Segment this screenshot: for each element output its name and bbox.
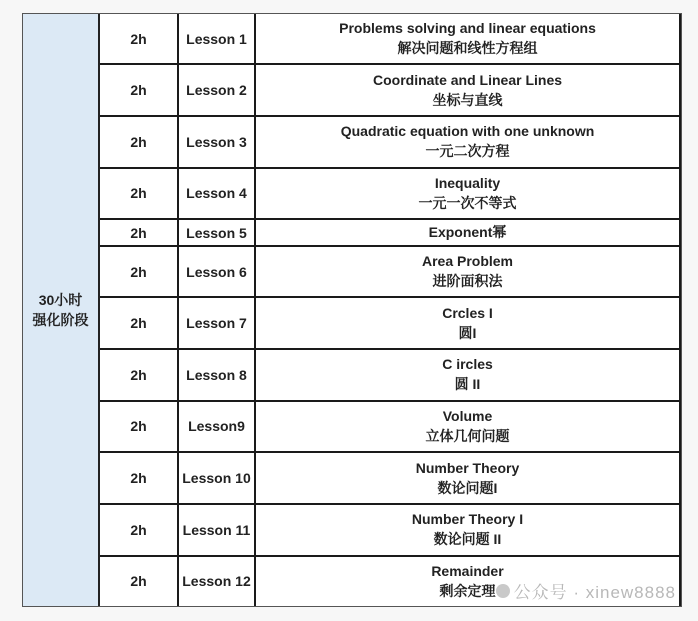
topic-english: Exponent幂 xyxy=(428,224,507,241)
topic-chinese: 数论问题 II xyxy=(433,531,502,548)
hours-cell: 2h xyxy=(100,116,178,168)
hours-cell: 2h xyxy=(100,246,178,298)
topic-english: Remainder xyxy=(431,562,504,579)
topic-chinese: 一元二次方程 xyxy=(425,143,510,160)
table-row xyxy=(100,64,680,116)
topic-english: C ircles xyxy=(442,356,493,373)
topic-cell xyxy=(255,64,680,116)
hours-cell: 2h xyxy=(100,556,178,606)
stage-name: 强化阶段 xyxy=(32,312,89,328)
topic-cell xyxy=(255,297,680,349)
hours-cell: 2h xyxy=(100,297,178,349)
topic-english: Number Theory xyxy=(415,459,520,476)
lesson-cell: Lesson 11 xyxy=(178,504,255,556)
hours-cell: 2h xyxy=(100,401,178,453)
stage-label-cell xyxy=(23,14,100,606)
lessons-grid xyxy=(100,14,681,606)
topic-english: Coordinate and Linear Lines xyxy=(372,71,563,88)
topic-cell xyxy=(255,452,680,504)
lesson-cell: Lesson9 xyxy=(178,401,255,453)
table-row xyxy=(100,14,680,64)
table-row xyxy=(100,116,680,168)
topic-english: Inequality xyxy=(434,174,501,191)
table-row xyxy=(100,452,680,504)
topic-english: Quadratic equation with one unknown xyxy=(340,123,595,140)
topic-english: Number Theory I xyxy=(411,511,524,528)
topic-cell xyxy=(255,219,680,245)
topic-cell xyxy=(255,246,680,298)
hours-cell: 2h xyxy=(100,452,178,504)
table-row xyxy=(100,168,680,220)
topic-cell xyxy=(255,14,680,64)
topic-chinese: 剩余定理 xyxy=(439,582,496,599)
watermark-text: 公众号 · xinew8888 xyxy=(513,583,676,602)
lesson-cell: Lesson 5 xyxy=(178,219,255,245)
lesson-cell: Lesson 6 xyxy=(178,246,255,298)
topic-cell xyxy=(255,168,680,220)
topic-chinese: 圆I xyxy=(458,324,477,341)
hours-cell: 2h xyxy=(100,219,178,245)
table-row xyxy=(100,246,680,298)
topic-chinese: 圆 II xyxy=(454,376,481,393)
topic-cell xyxy=(255,349,680,401)
table-row xyxy=(100,349,680,401)
lesson-cell: Lesson 2 xyxy=(178,64,255,116)
topic-chinese: 坐标与直线 xyxy=(432,91,503,108)
lesson-cell: Lesson 3 xyxy=(178,116,255,168)
lesson-schedule-table xyxy=(22,13,682,607)
lesson-cell: Lesson 1 xyxy=(178,14,255,64)
table-row xyxy=(100,504,680,556)
topic-english: Volume xyxy=(442,407,493,424)
topic-english: Area Problem xyxy=(421,253,514,270)
topic-cell xyxy=(255,504,680,556)
table-row xyxy=(100,219,680,245)
lesson-cell: Lesson 7 xyxy=(178,297,255,349)
watermark xyxy=(496,578,676,603)
topic-chinese: 数论问题I xyxy=(437,479,498,496)
topic-english: Problems solving and linear equations xyxy=(339,20,596,37)
lesson-cell: Lesson 10 xyxy=(178,452,255,504)
topic-chinese: 一元一次不等式 xyxy=(418,194,517,211)
topic-cell xyxy=(255,401,680,453)
stage-hours: 30小时 xyxy=(38,292,83,308)
topic-english: Crcles I xyxy=(442,304,493,321)
hours-cell: 2h xyxy=(100,349,178,401)
topic-cell xyxy=(255,116,680,168)
topic-chinese: 立体几何问题 xyxy=(425,427,510,444)
hours-cell: 2h xyxy=(100,168,178,220)
lesson-cell: Lesson 12 xyxy=(178,556,255,606)
hours-cell: 2h xyxy=(100,504,178,556)
topic-chinese: 进阶面积法 xyxy=(432,273,503,290)
hours-cell: 2h xyxy=(100,14,178,64)
wechat-icon xyxy=(496,584,510,598)
table-row xyxy=(100,297,680,349)
topic-chinese: 解决问题和线性方程组 xyxy=(397,40,538,57)
lesson-cell: Lesson 4 xyxy=(178,168,255,220)
hours-cell: 2h xyxy=(100,64,178,116)
table-row xyxy=(100,401,680,453)
lesson-cell: Lesson 8 xyxy=(178,349,255,401)
